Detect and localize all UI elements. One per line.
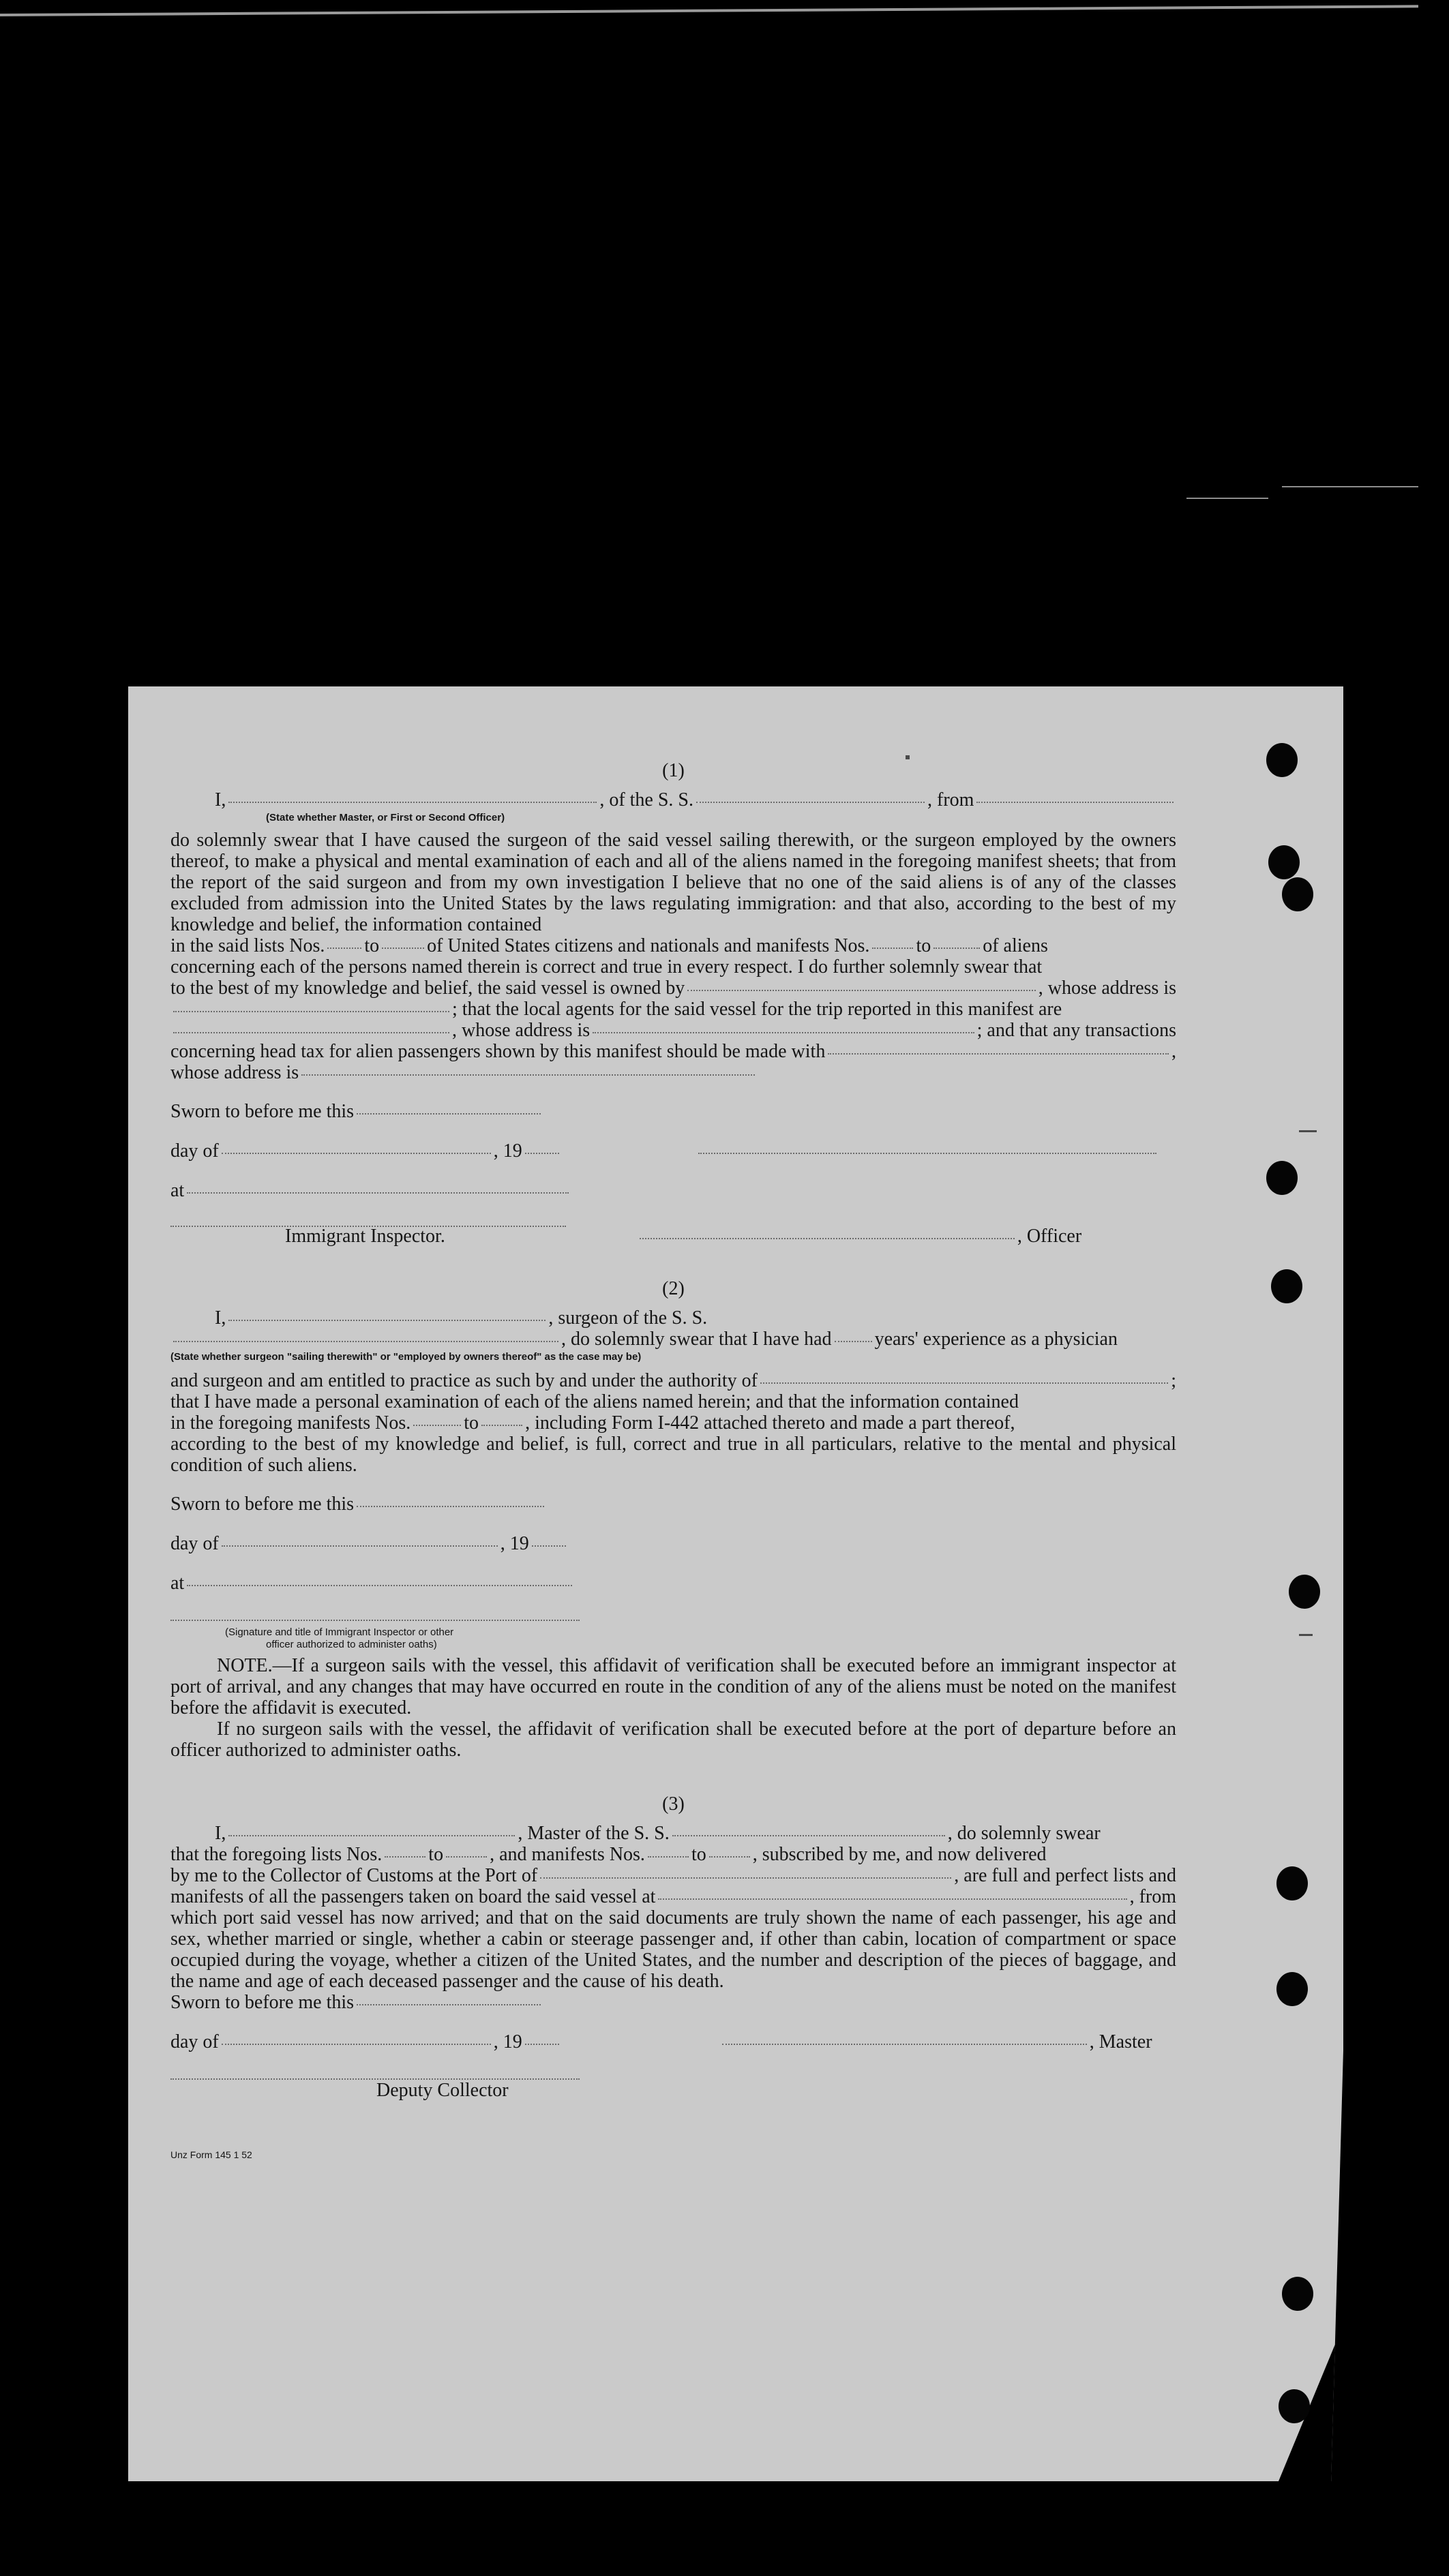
- s1-head-tax-field[interactable]: [828, 1053, 1169, 1055]
- s3-master-of-label: , Master of the S. S.: [518, 1823, 670, 1844]
- s2-ship-field[interactable]: [173, 1341, 558, 1342]
- s3-lists-to-field[interactable]: [446, 1856, 487, 1858]
- s3-deputy-label: Deputy Collector: [376, 2080, 509, 2101]
- s3-port-field[interactable]: [540, 1877, 951, 1879]
- s2-years-exp-label: years' experience as a physician: [874, 1329, 1118, 1350]
- punch-hole: [1289, 1575, 1320, 1609]
- s3-manifests-label: , and manifests Nos.: [490, 1844, 645, 1865]
- s1-inspector-label: Immigrant Inspector.: [285, 1226, 445, 1247]
- s3-manifests-to-label: to: [691, 1844, 706, 1865]
- s1-head-tax-label: concerning head tax for alien passengers shown by this manifest should be made with: [170, 1041, 826, 1062]
- s2-authority-field[interactable]: [760, 1382, 1168, 1384]
- s3-master-label: , Master: [1089, 2031, 1152, 2052]
- s2-inspector-signature-field[interactable]: [170, 1620, 580, 1621]
- s1-owner-address-label: , whose address is: [1038, 978, 1176, 999]
- s1-at-label: at: [170, 1180, 185, 1201]
- s1-agents-address-label: , whose address is: [452, 1020, 591, 1041]
- scanner-dash: [1282, 486, 1418, 487]
- s1-lists-label: in the said lists Nos.: [170, 935, 325, 956]
- s2-form-i442-label: , including Form I-442 attached thereto and made a part thereof,: [525, 1412, 1015, 1434]
- s1-sworn-label: Sworn to before me this: [170, 1101, 355, 1122]
- punch-hole: [1282, 2277, 1313, 2311]
- s3-ship-field[interactable]: [672, 1835, 945, 1836]
- s1-owned-by-label: to the best of my knowledge and belief, the said vessel is owned by: [170, 978, 685, 999]
- s2-sworn-field[interactable]: [357, 1506, 544, 1507]
- s3-manifests-to-field[interactable]: [709, 1856, 750, 1858]
- punch-hole: [1279, 2389, 1310, 2423]
- s1-year-label: , 19: [493, 1140, 522, 1162]
- s1-ship-name-field[interactable]: [696, 802, 925, 803]
- s3-manifests-all-label: manifests of all the passengers taken on board the said vessel at: [170, 1886, 656, 1907]
- s1-inspector-signature-field[interactable]: [170, 1226, 566, 1227]
- s3-deputy-signature-field[interactable]: [170, 2078, 580, 2080]
- s2-manifests-label: in the foregoing manifests Nos.: [170, 1412, 411, 1434]
- s3-day-field[interactable]: [222, 2044, 491, 2045]
- s2-note-2: If no surgeon sails with the vessel, the affidavit of verification shall be executed before at the port of departure before an officer authorized to administer oaths.: [170, 1718, 1176, 1761]
- s2-oath-text: that I have made a personal examination of each of the aliens named herein; and that the information contained: [170, 1391, 1019, 1412]
- s1-manifests-to-label: to: [916, 935, 931, 956]
- s2-at-field[interactable]: [187, 1585, 572, 1586]
- s2-day-of-label: day of: [170, 1533, 219, 1554]
- punch-hole: [1266, 743, 1298, 777]
- scanner-edge-line: [0, 5, 1418, 16]
- s1-manifests-label: of United States citizens and nationals and manifests Nos.: [427, 935, 870, 956]
- punch-hole: [1282, 877, 1313, 911]
- s1-local-agents-label: ; that the local agents for the said vessel for the trip reported in this manifest are: [452, 999, 1062, 1020]
- s2-at-label: at: [170, 1573, 185, 1594]
- s1-from-label: , from: [927, 789, 974, 810]
- s1-oath-text-2: concerning each of the persons named therein is correct and true in every respect. I do further solemnly swear that: [170, 956, 1043, 978]
- s1-signature-field[interactable]: [698, 1153, 1156, 1154]
- s1-day-of-label: day of: [170, 1140, 219, 1162]
- s1-officer-label: , Officer: [1017, 1226, 1082, 1247]
- s2-surgeon-of-label: , surgeon of the S. S.: [548, 1307, 708, 1329]
- s3-full-lists-label: , are full and perfect lists and: [954, 1865, 1176, 1886]
- s1-officer-caption: (State whether Master, or First or Second Officer): [266, 812, 505, 823]
- s2-year-field[interactable]: [532, 1545, 566, 1547]
- margin-mark: [1299, 1130, 1317, 1132]
- s1-head-tax-address-label: whose address is: [170, 1062, 299, 1083]
- margin-mark: [1299, 1634, 1313, 1636]
- s2-day-field[interactable]: [222, 1545, 498, 1547]
- punch-hole: [1276, 1972, 1308, 2006]
- s3-subscribed-label: , subscribed by me, and now delivered: [752, 1844, 1047, 1865]
- s1-of-aliens-label: of aliens: [983, 935, 1048, 956]
- s3-from-label: , from: [1129, 1886, 1176, 1907]
- s2-authority-label: and surgeon and am entitled to practice as such by and under the authority of: [170, 1370, 758, 1391]
- punch-hole: [1276, 1866, 1308, 1900]
- s3-lists-to-label: to: [428, 1844, 444, 1865]
- s2-note: NOTE.—If a surgeon sails with the vessel, this affidavit of verification shall be executed before an immigrant inspector at port of arrival, and any changes that may have occurred en route in the condition of any of the aliens must be noted on the manifest before the affidavit is executed.: [170, 1655, 1176, 1718]
- s1-owner-field[interactable]: [687, 990, 1036, 991]
- margin-mark: [906, 755, 910, 759]
- s1-i-label: I,: [215, 789, 226, 810]
- scanner-dash: [1186, 498, 1268, 499]
- punch-hole: [1268, 845, 1300, 879]
- s1-lists-from-field[interactable]: [327, 948, 361, 949]
- s3-i-label: I,: [215, 1823, 226, 1844]
- s3-boarding-port-field[interactable]: [658, 1898, 1126, 1900]
- s1-day-field[interactable]: [222, 1153, 491, 1154]
- s3-lists-label: that the foregoing lists Nos.: [170, 1844, 383, 1865]
- s1-oath-text: do solemnly swear that I have caused the surgeon of the said vessel sailing therewith, or the surgeon employed by the owners thereof, to make a physical and mental examination of each and all of the aliens named in the foregoing manifest sheets; that from the report of the said surgeon and from my own investigation I believe that no one of the said aliens is of any of the classes excluded from admission into the United States by the laws regulating immigration: and that also, according to the best of my knowledge and belief, the information contained: [170, 830, 1176, 935]
- s3-manifests-from-field[interactable]: [648, 1856, 689, 1858]
- s2-swear-label: , do solemnly swear that I have had: [561, 1329, 832, 1350]
- s3-master-name-field[interactable]: [228, 1835, 515, 1836]
- s1-agents-field[interactable]: [173, 1032, 449, 1033]
- section-3-number: (3): [662, 1793, 685, 1815]
- s3-year-label: , 19: [493, 2031, 522, 2052]
- s3-lists-from-field[interactable]: [385, 1856, 425, 1858]
- s2-i-label: I,: [215, 1307, 226, 1329]
- punch-hole: [1266, 1161, 1298, 1195]
- s2-sig-caption-2: officer authorized to administer oaths): [266, 1639, 437, 1650]
- s1-manifests-from-field[interactable]: [872, 948, 913, 949]
- s2-years-field[interactable]: [835, 1341, 872, 1342]
- s1-manifests-to-field[interactable]: [933, 948, 980, 949]
- s3-master-signature-field[interactable]: [722, 2044, 1087, 2045]
- s3-swear-label: , do solemnly swear: [947, 1823, 1101, 1844]
- s2-surgeon-name-field[interactable]: [228, 1320, 546, 1321]
- s3-sworn-field[interactable]: [357, 2004, 541, 2005]
- s3-collector-label: by me to the Collector of Customs at the Port of: [170, 1865, 538, 1886]
- form-content: [170, 760, 1176, 2166]
- s1-owner-address-field[interactable]: [173, 1011, 449, 1012]
- s1-officer-field[interactable]: [228, 802, 597, 803]
- s2-sworn-label: Sworn to before me this: [170, 1494, 355, 1515]
- s1-lists-to-label: to: [364, 935, 380, 956]
- s1-lists-to-field[interactable]: [382, 948, 424, 949]
- s1-of-ss-label: , of the S. S.: [599, 789, 694, 810]
- s1-officer-signature-field[interactable]: [640, 1238, 1015, 1239]
- s3-sworn-label: Sworn to before me this: [170, 1992, 355, 2013]
- punch-hole: [1271, 1269, 1302, 1303]
- s1-from-field[interactable]: [976, 802, 1174, 803]
- s3-day-of-label: day of: [170, 2031, 219, 2052]
- s2-manifests-to-field[interactable]: [481, 1425, 522, 1426]
- s1-head-tax-address-field[interactable]: [301, 1074, 755, 1076]
- s1-transactions-label: ; and that any transactions: [976, 1020, 1176, 1041]
- s2-oath-text-2: according to the best of my knowledge and belief, is full, correct and true in all particulars, relative to the mental and physical condition of such aliens.: [170, 1434, 1176, 1476]
- s2-year-label: , 19: [500, 1533, 529, 1554]
- s1-agents-address-field[interactable]: [593, 1032, 974, 1033]
- s2-manifests-to-label: to: [464, 1412, 479, 1434]
- s1-at-field[interactable]: [187, 1192, 569, 1194]
- form-number: Unz Form 145 1 52: [170, 2149, 252, 2160]
- s1-sworn-field[interactable]: [357, 1113, 541, 1115]
- s3-oath-text: which port said vessel has now arrived; and that on the said documents are truly shown the name of each passenger, his age and sex, whether married or single, whether a cabin or steerage passenger and, if other than cabin, location of compartment or space occupied during the voyage, whether a citizen of the United States, and the number and description of the pieces of baggage, and the name and age of each deceased passenger and the cause of his death.: [170, 1907, 1176, 1992]
- section-2-number: (2): [662, 1278, 685, 1299]
- s1-year-field[interactable]: [525, 1153, 559, 1154]
- s2-sig-caption-1: (Signature and title of Immigrant Inspector or other: [225, 1626, 454, 1638]
- s2-surgeon-caption: (State whether surgeon "sailing therewith" or "employed by owners thereof" as the case may be): [170, 1351, 642, 1363]
- s3-year-field[interactable]: [525, 2044, 559, 2045]
- s2-manifests-from-field[interactable]: [413, 1425, 461, 1426]
- section-1-number: (1): [662, 760, 685, 781]
- s1-comma: ,: [1171, 1041, 1176, 1062]
- s2-semicolon: ;: [1171, 1370, 1176, 1391]
